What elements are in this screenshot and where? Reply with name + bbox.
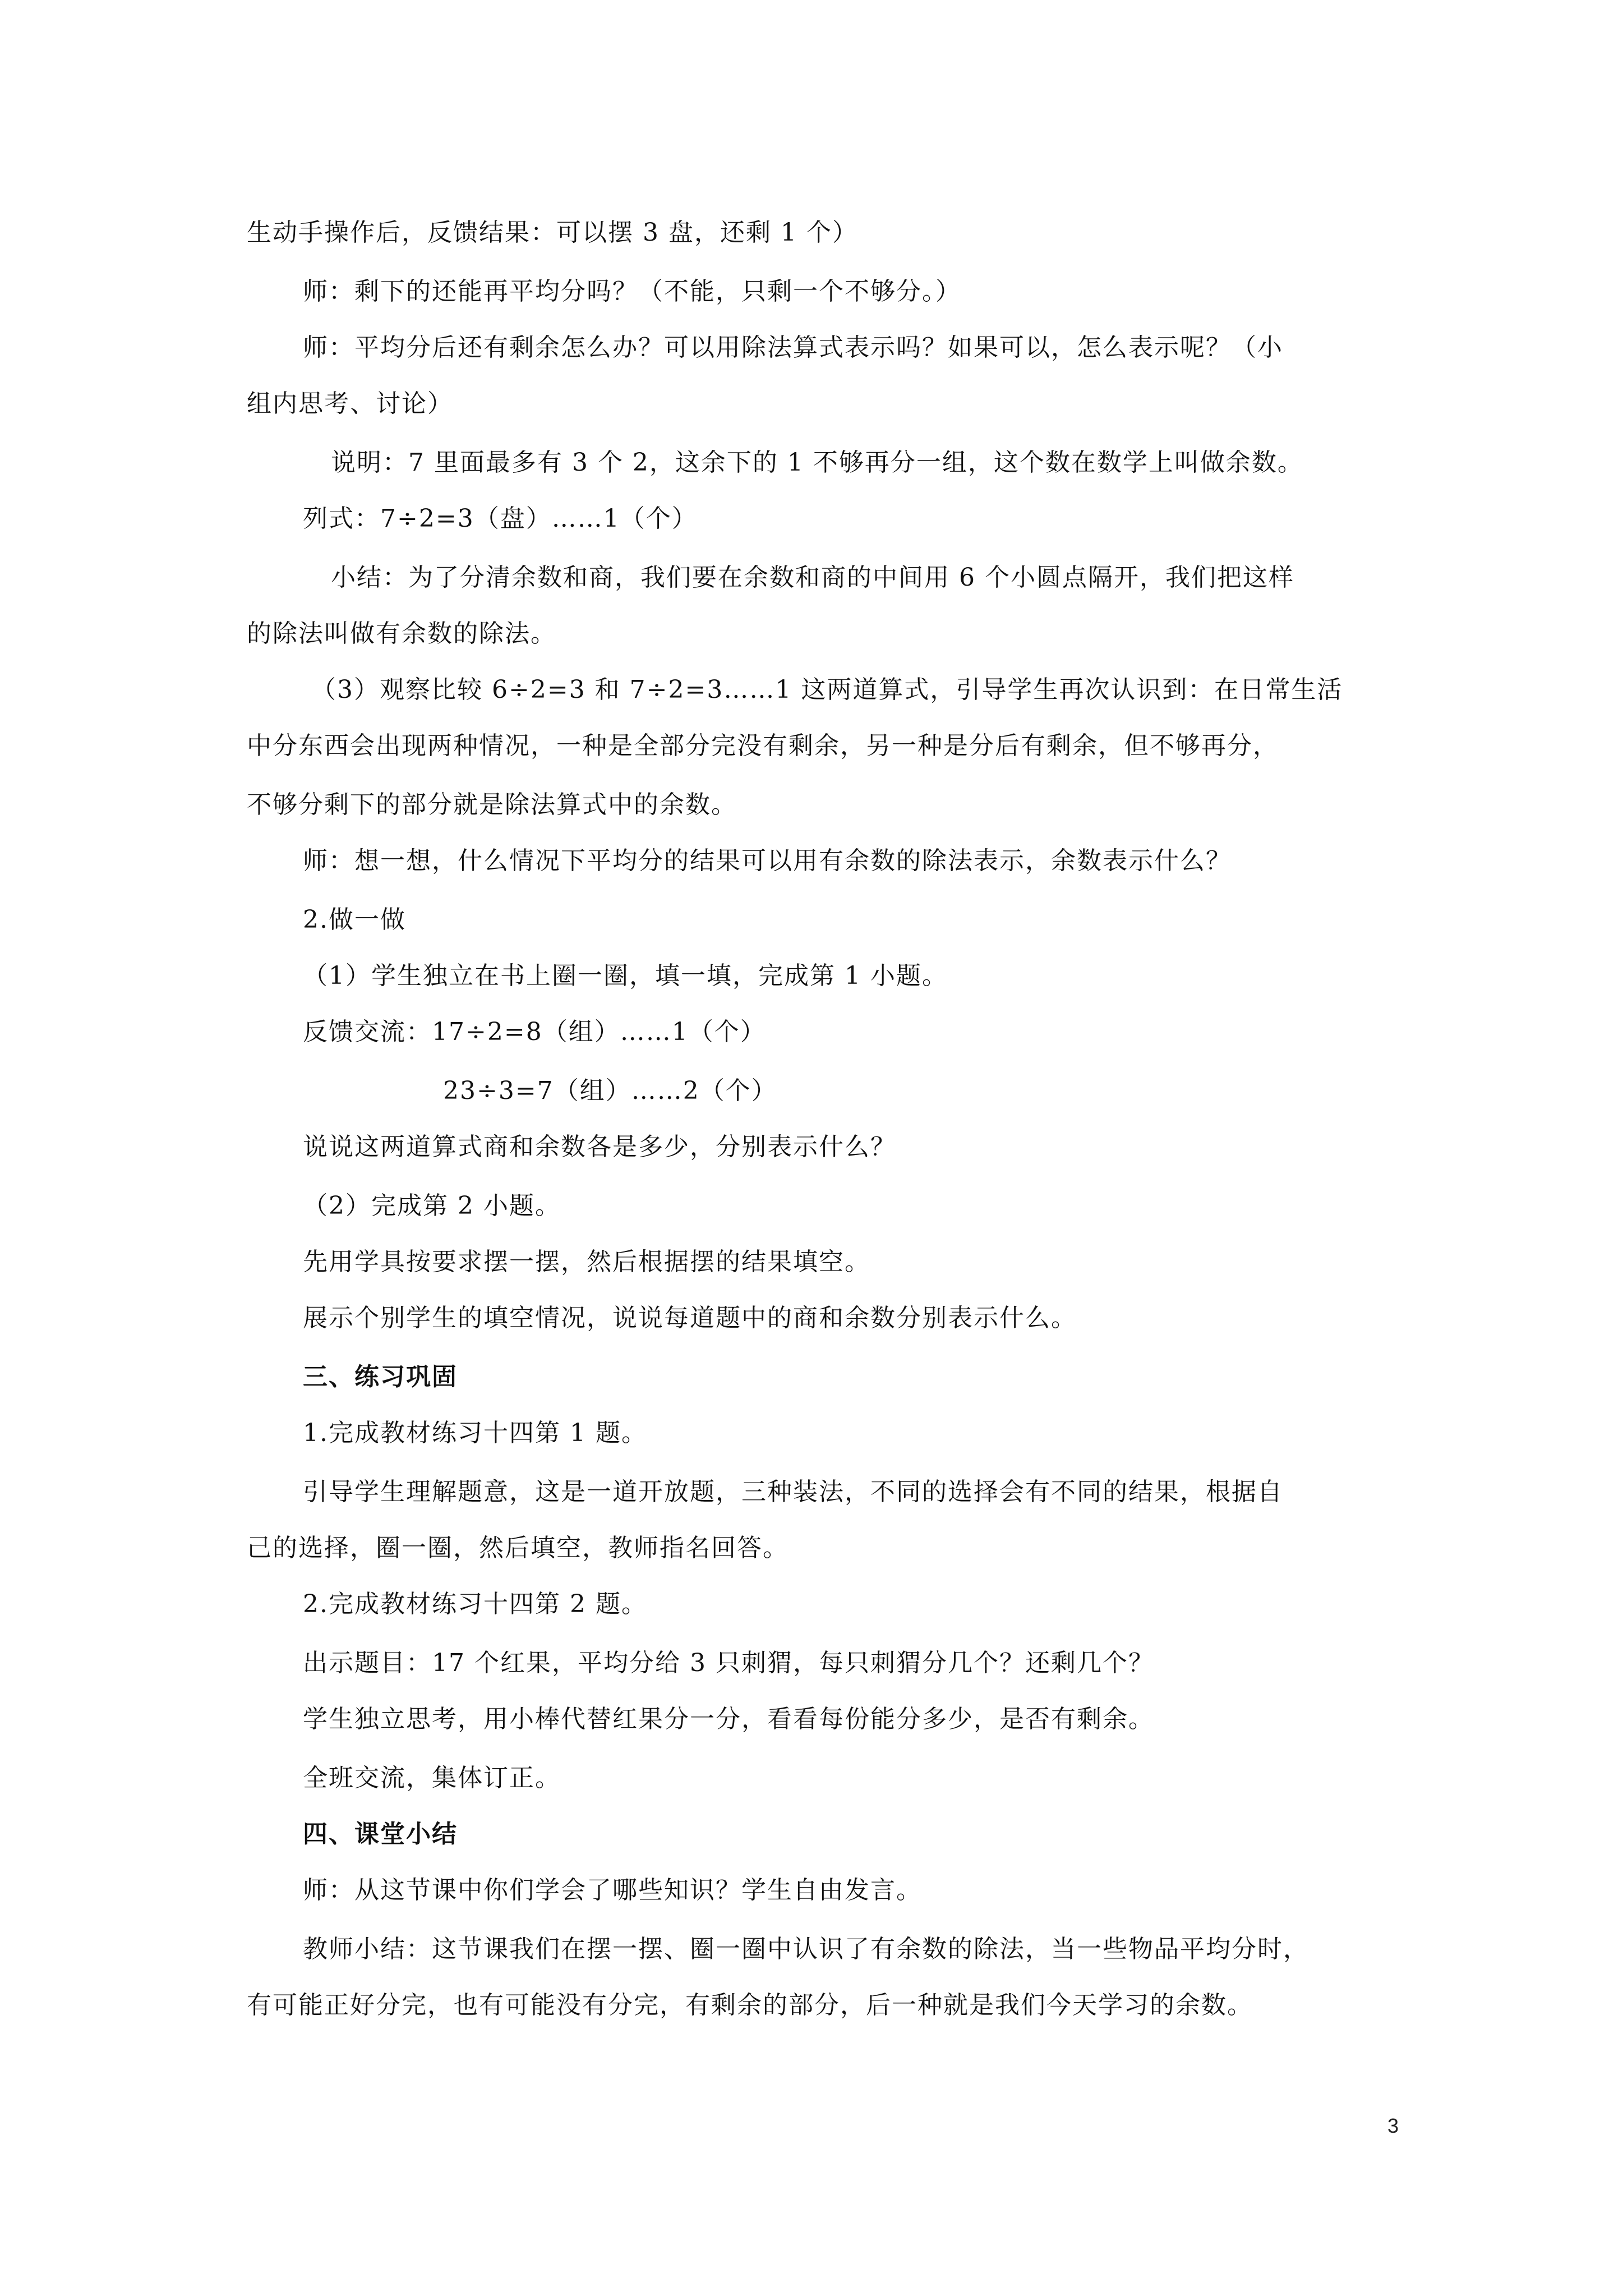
page-number: 3 [1387,2114,1399,2137]
text-line: 师：想一想，什么情况下平均分的结果可以用有余数的除法表示，余数表示什么？ [303,846,1232,875]
text-line: 不够分剩下的部分就是除法算式中的余数。 [247,790,737,819]
text-line: 师：从这节课中你们学会了哪些知识？学生自由发言。 [303,1876,922,1904]
text-line: 学生独立思考，用小棒代替红果分一分，看看每份能分多少，是否有剩余。 [303,1705,1154,1733]
text-line: 说明：7 里面最多有 3 个 2，这余下的 1 不够再分一组，这个数在数学上叫做余数。 [331,448,1303,477]
text-line: 生动手操作后，反馈结果：可以摆 3 盘，还剩 1 个） [247,218,858,247]
text-line: 说说这两道算式商和余数各是多少，分别表示什么？ [303,1133,896,1161]
text-line: 展示个别学生的填空情况，说说每道题中的商和余数分别表示什么。 [303,1304,1077,1332]
text-line: 小结：为了分清余数和商，我们要在余数和商的中间用 6 个小圆点隔开，我们把这样 [331,563,1294,592]
text-line: 中分东西会出现两种情况，一种是全部分完没有剩余，另一种是分后有剩余，但不够再分， [247,731,1279,760]
text-line: 师：剩下的还能再平均分吗？（不能，只剩一个不够分。） [303,277,961,306]
text-line: 反馈交流：17÷2=8（组）……1（个） [303,1018,766,1046]
text-line: （1）学生独立在书上圈一圈，填一填，完成第 1 小题。 [303,961,948,990]
text-line: 列式：7÷2=3（盘）……1（个） [303,504,698,533]
text-line: 2.做一做 [303,905,406,934]
text-line: （3）观察比较 6÷2=3 和 7÷2=3……1 这两道算式，引导学生再次认识到：在日常生活 [311,675,1343,704]
text-line: 己的选择，圈一圈，然后填空，教师指名回答。 [247,1534,789,1562]
text-line: 出示题目：17 个红果，平均分给 3 只刺猬，每只刺猬分几个？还剩几个？ [303,1649,1154,1677]
section-heading: 三、练习巩固 [303,1363,458,1391]
text-line: 的除法叫做有余数的除法。 [247,619,556,648]
text-line: 23÷3=7（组）……2（个） [443,1076,777,1105]
text-line: 先用学具按要求摆一摆，然后根据摆的结果填空。 [303,1248,870,1276]
section-heading: 四、课堂小结 [303,1820,458,1848]
text-line: 有可能正好分完，也有可能没有分完，有剩余的部分，后一种就是我们今天学习的余数。 [247,1991,1253,2019]
text-line: （2）完成第 2 小题。 [303,1191,561,1220]
text-line: 教师小结：这节课我们在摆一摆、圈一圈中认识了有余数的除法，当一些物品平均分时， [303,1935,1309,1963]
text-line: 全班交流，集体订正。 [303,1764,561,1792]
text-line: 师：平均分后还有剩余怎么办？可以用除法算式表示吗？如果可以，怎么表示呢？（小 [303,333,1283,362]
text-line: 2.完成教材练习十四第 2 题。 [303,1590,647,1618]
text-line: 引导学生理解题意，这是一道开放题，三种装法，不同的选择会有不同的结果，根据自 [303,1478,1283,1506]
text-line: 组内思考、讨论） [247,389,453,418]
text-line: 1.完成教材练习十四第 1 题。 [303,1419,647,1447]
